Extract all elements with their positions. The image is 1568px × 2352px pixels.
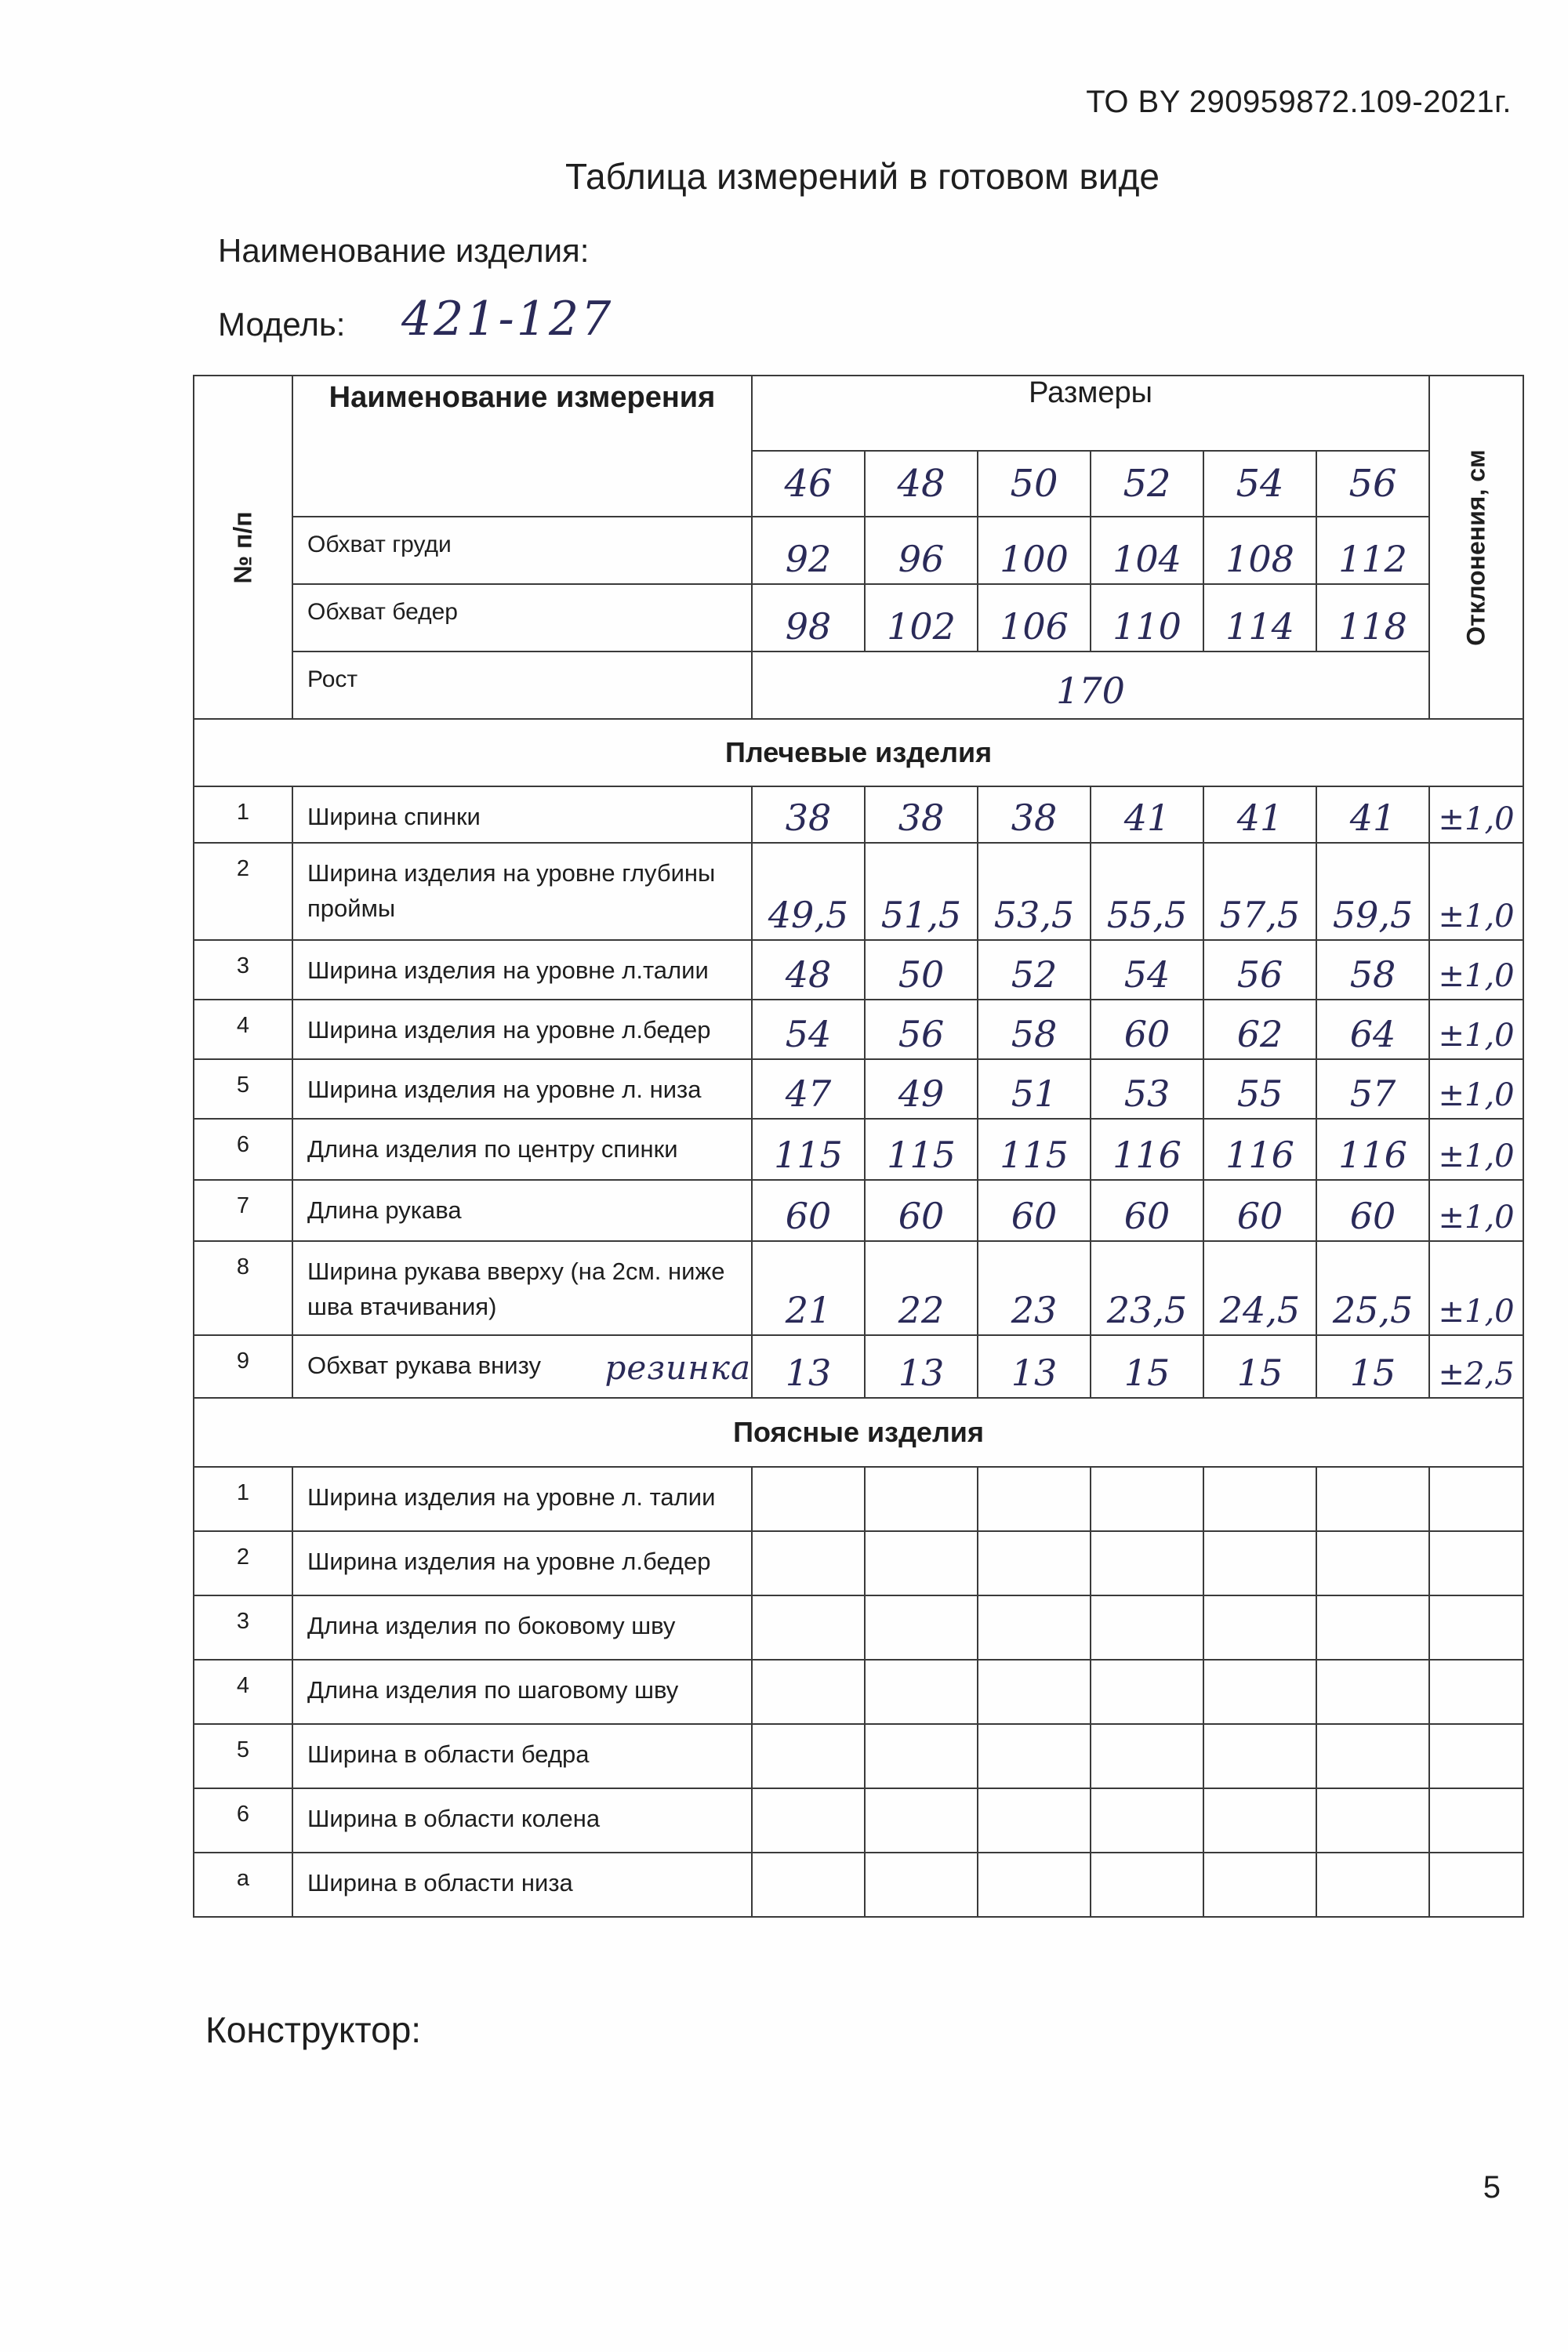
value-cell: 15 <box>1203 1335 1316 1398</box>
page-number: 5 <box>1483 2170 1501 2205</box>
empty-cell <box>978 1531 1091 1595</box>
row-name: Длина рукава <box>292 1180 752 1241</box>
num-header-cell <box>194 376 292 719</box>
value-cell: 60 <box>1203 1180 1316 1241</box>
empty-cell <box>1429 1788 1523 1853</box>
table-row <box>194 1241 1523 1335</box>
deviation-cell: ±1,0 <box>1429 1241 1523 1335</box>
measurement-name: Обхват груди <box>292 517 752 584</box>
row-name: Ширина изделия на уровне л.талии <box>292 940 752 1000</box>
deviation-cell: ±1,0 <box>1429 1059 1523 1119</box>
value-cell: 115 <box>978 1119 1091 1180</box>
value-cell: 57 <box>1316 1059 1429 1119</box>
value-cell: 23,5 <box>1091 1241 1203 1335</box>
body-measurement-row <box>194 517 1523 584</box>
empty-cell <box>1429 1853 1523 1917</box>
deviation-cell: ±1,0 <box>1429 1119 1523 1180</box>
row-number: 1 <box>194 1467 292 1531</box>
row-number: 5 <box>194 1059 292 1119</box>
value-cell: 54 <box>1091 940 1203 1000</box>
row-name: Обхват рукава внизу <box>307 1352 541 1379</box>
value-cell: 116 <box>1091 1119 1203 1180</box>
deviation-cell: ±2,5 <box>1429 1335 1523 1398</box>
empty-cell <box>1203 1467 1316 1531</box>
row-number: 9 <box>194 1335 292 1398</box>
empty-cell <box>1316 1531 1429 1595</box>
value-cell: 60 <box>978 1180 1091 1241</box>
row-name: Ширина в области бедра <box>292 1724 752 1788</box>
table-row <box>194 1335 1523 1398</box>
empty-cell <box>1429 1531 1523 1595</box>
table-row <box>194 1180 1523 1241</box>
empty-cell <box>1316 1724 1429 1788</box>
empty-cell <box>865 1788 978 1853</box>
value-cell: 98 <box>752 584 865 652</box>
empty-cell <box>1091 1853 1203 1917</box>
deviation-cell: ±1,0 <box>1429 940 1523 1000</box>
empty-cell <box>1316 1595 1429 1660</box>
row-name: Ширина спинки <box>292 786 752 843</box>
empty-cell <box>978 1467 1091 1531</box>
value-cell: 106 <box>978 584 1091 652</box>
value-cell: 50 <box>865 940 978 1000</box>
row-number: 2 <box>194 843 292 940</box>
empty-cell <box>1091 1531 1203 1595</box>
value-cell: 56 <box>1203 940 1316 1000</box>
value-cell: 115 <box>865 1119 978 1180</box>
empty-cell <box>752 1467 865 1531</box>
empty-cell <box>1429 1595 1523 1660</box>
row-name: Ширина в области колена <box>292 1788 752 1853</box>
value-cell: 60 <box>1091 1000 1203 1059</box>
empty-cell <box>1091 1467 1203 1531</box>
empty-cell <box>865 1467 978 1531</box>
value-cell: 100 <box>978 517 1091 584</box>
empty-cell <box>978 1853 1091 1917</box>
deviation-cell: ±1,0 <box>1429 1000 1523 1059</box>
value-cell: 92 <box>752 517 865 584</box>
empty-cell <box>1091 1788 1203 1853</box>
empty-cell <box>752 1724 865 1788</box>
row-name: Длина изделия по шаговому шву <box>292 1660 752 1724</box>
empty-cell <box>752 1853 865 1917</box>
empty-cell <box>1091 1660 1203 1724</box>
value-cell: 24,5 <box>1203 1241 1316 1335</box>
value-cell: 38 <box>978 786 1091 843</box>
growth-value: 170 <box>752 652 1429 719</box>
empty-cell <box>1091 1724 1203 1788</box>
row-number: 5 <box>194 1724 292 1788</box>
value-cell: 53 <box>1091 1059 1203 1119</box>
value-cell: 57,5 <box>1203 843 1316 940</box>
value-cell: 56 <box>865 1000 978 1059</box>
table-row <box>194 940 1523 1000</box>
value-cell: 47 <box>752 1059 865 1119</box>
empty-cell <box>1429 1660 1523 1724</box>
value-cell: 60 <box>752 1180 865 1241</box>
value-cell: 49,5 <box>752 843 865 940</box>
value-cell: 51,5 <box>865 843 978 940</box>
growth-row <box>194 652 1523 719</box>
value-cell: 51 <box>978 1059 1091 1119</box>
row-number: 1 <box>194 786 292 843</box>
measurements-table <box>193 375 1524 1918</box>
empty-cell <box>865 1724 978 1788</box>
row-name: Ширина изделия на уровне глубины проймы <box>292 843 752 940</box>
empty-cell <box>1091 1595 1203 1660</box>
section-shoulder: Плечевые изделия <box>194 719 1523 786</box>
empty-cell <box>752 1595 865 1660</box>
value-cell: 58 <box>1316 940 1429 1000</box>
value-cell: 41 <box>1203 786 1316 843</box>
empty-cell <box>865 1660 978 1724</box>
value-cell: 60 <box>1091 1180 1203 1241</box>
table-row <box>194 1059 1523 1119</box>
model-label: Модель: <box>218 306 346 343</box>
sizes-header: Размеры <box>752 376 1429 451</box>
table-row <box>194 843 1523 940</box>
size-cell: 46 <box>752 451 865 517</box>
deviation-header: Отклонения, см <box>1461 448 1490 646</box>
value-cell: 58 <box>978 1000 1091 1059</box>
size-cell: 48 <box>865 451 978 517</box>
value-cell: 25,5 <box>1316 1241 1429 1335</box>
value-cell: 112 <box>1316 517 1429 584</box>
size-cell: 52 <box>1091 451 1203 517</box>
value-cell: 15 <box>1091 1335 1203 1398</box>
row-number: 6 <box>194 1788 292 1853</box>
table-row <box>194 1788 1523 1853</box>
value-cell: 13 <box>978 1335 1091 1398</box>
row-name: Ширина изделия на уровне л. талии <box>292 1467 752 1531</box>
value-cell: 53,5 <box>978 843 1091 940</box>
value-cell: 38 <box>865 786 978 843</box>
table-row <box>194 1000 1523 1059</box>
value-cell: 21 <box>752 1241 865 1335</box>
row-name: Ширина изделия на уровне л. низа <box>292 1059 752 1119</box>
model-value: 421-127 <box>401 292 614 347</box>
empty-cell <box>865 1595 978 1660</box>
empty-cell <box>865 1531 978 1595</box>
value-cell: 55,5 <box>1091 843 1203 940</box>
section-row <box>194 1398 1523 1467</box>
section-waist: Поясные изделия <box>194 1398 1523 1467</box>
value-cell: 48 <box>752 940 865 1000</box>
empty-cell <box>1316 1788 1429 1853</box>
value-cell: 114 <box>1203 584 1316 652</box>
empty-cell <box>978 1660 1091 1724</box>
empty-cell <box>1429 1724 1523 1788</box>
value-cell: 13 <box>752 1335 865 1398</box>
empty-cell <box>1429 1467 1523 1531</box>
value-cell: 102 <box>865 584 978 652</box>
table-row <box>194 1119 1523 1180</box>
value-cell: 60 <box>865 1180 978 1241</box>
empty-cell <box>1203 1660 1316 1724</box>
constructor-label: Конструктор: <box>205 2009 422 2050</box>
deviation-cell: ±1,0 <box>1429 843 1523 940</box>
table-row <box>194 1531 1523 1595</box>
row-number: 8 <box>194 1241 292 1335</box>
value-cell: 22 <box>865 1241 978 1335</box>
table-row <box>194 1467 1523 1531</box>
product-name-label: Наименование изделия: <box>218 232 590 269</box>
empty-cell <box>752 1531 865 1595</box>
page-title: Таблица измерений в готовом виде <box>564 156 1160 197</box>
value-cell: 41 <box>1091 786 1203 843</box>
empty-cell <box>1203 1531 1316 1595</box>
value-cell: 59,5 <box>1316 843 1429 940</box>
value-cell: 62 <box>1203 1000 1316 1059</box>
row-number: 4 <box>194 1660 292 1724</box>
row-number: а <box>194 1853 292 1917</box>
row-number: 3 <box>194 1595 292 1660</box>
size-cell: 56 <box>1316 451 1429 517</box>
empty-cell <box>978 1788 1091 1853</box>
num-header: № п/п <box>228 510 257 584</box>
row-name-cell <box>292 1335 752 1398</box>
value-cell: 38 <box>752 786 865 843</box>
table-row <box>194 1595 1523 1660</box>
empty-cell <box>1316 1853 1429 1917</box>
row-number: 3 <box>194 940 292 1000</box>
empty-cell <box>1203 1724 1316 1788</box>
row-number: 6 <box>194 1119 292 1180</box>
value-cell: 52 <box>978 940 1091 1000</box>
value-cell: 41 <box>1316 786 1429 843</box>
value-cell: 108 <box>1203 517 1316 584</box>
handwritten-note: резинка <box>604 1348 751 1388</box>
size-cell: 50 <box>978 451 1091 517</box>
value-cell: 104 <box>1091 517 1203 584</box>
row-name: Длина изделия по центру спинки <box>292 1119 752 1180</box>
deviation-cell: ±1,0 <box>1429 1180 1523 1241</box>
row-name: Ширина рукава вверху (на 2см. ниже шва втачивания) <box>292 1241 752 1335</box>
value-cell: 116 <box>1203 1119 1316 1180</box>
table-row <box>194 1724 1523 1788</box>
measurement-name: Обхват бедер <box>292 584 752 652</box>
section-row <box>194 719 1523 786</box>
value-cell: 116 <box>1316 1119 1429 1180</box>
empty-cell <box>752 1788 865 1853</box>
row-name: Ширина изделия на уровне л.бедер <box>292 1531 752 1595</box>
row-name: Ширина в области низа <box>292 1853 752 1917</box>
table-row <box>194 1660 1523 1724</box>
name-header: Наименование измерения <box>292 376 752 517</box>
value-cell: 64 <box>1316 1000 1429 1059</box>
value-cell: 55 <box>1203 1059 1316 1119</box>
value-cell: 13 <box>865 1335 978 1398</box>
value-cell: 60 <box>1316 1180 1429 1241</box>
empty-cell <box>978 1595 1091 1660</box>
growth-label: Рост <box>292 652 752 719</box>
value-cell: 15 <box>1316 1335 1429 1398</box>
row-name: Ширина изделия на уровне л.бедер <box>292 1000 752 1059</box>
row-number: 4 <box>194 1000 292 1059</box>
deviation-cell: ±1,0 <box>1429 786 1523 843</box>
empty-cell <box>978 1724 1091 1788</box>
table-row <box>194 786 1523 843</box>
empty-cell <box>865 1853 978 1917</box>
row-number: 2 <box>194 1531 292 1595</box>
size-cell: 54 <box>1203 451 1316 517</box>
value-cell: 115 <box>752 1119 865 1180</box>
value-cell: 110 <box>1091 584 1203 652</box>
deviation-header-cell <box>1429 376 1523 719</box>
empty-cell <box>1203 1853 1316 1917</box>
document-code: ТО BY 290959872.109-2021г. <box>1086 85 1512 119</box>
empty-cell <box>752 1660 865 1724</box>
value-cell: 118 <box>1316 584 1429 652</box>
value-cell: 23 <box>978 1241 1091 1335</box>
row-number: 7 <box>194 1180 292 1241</box>
body-measurement-row <box>194 584 1523 652</box>
value-cell: 49 <box>865 1059 978 1119</box>
row-name: Длина изделия по боковому шву <box>292 1595 752 1660</box>
empty-cell <box>1316 1660 1429 1724</box>
value-cell: 54 <box>752 1000 865 1059</box>
table-row <box>194 1853 1523 1917</box>
empty-cell <box>1203 1595 1316 1660</box>
empty-cell <box>1316 1467 1429 1531</box>
empty-cell <box>1203 1788 1316 1853</box>
value-cell: 96 <box>865 517 978 584</box>
